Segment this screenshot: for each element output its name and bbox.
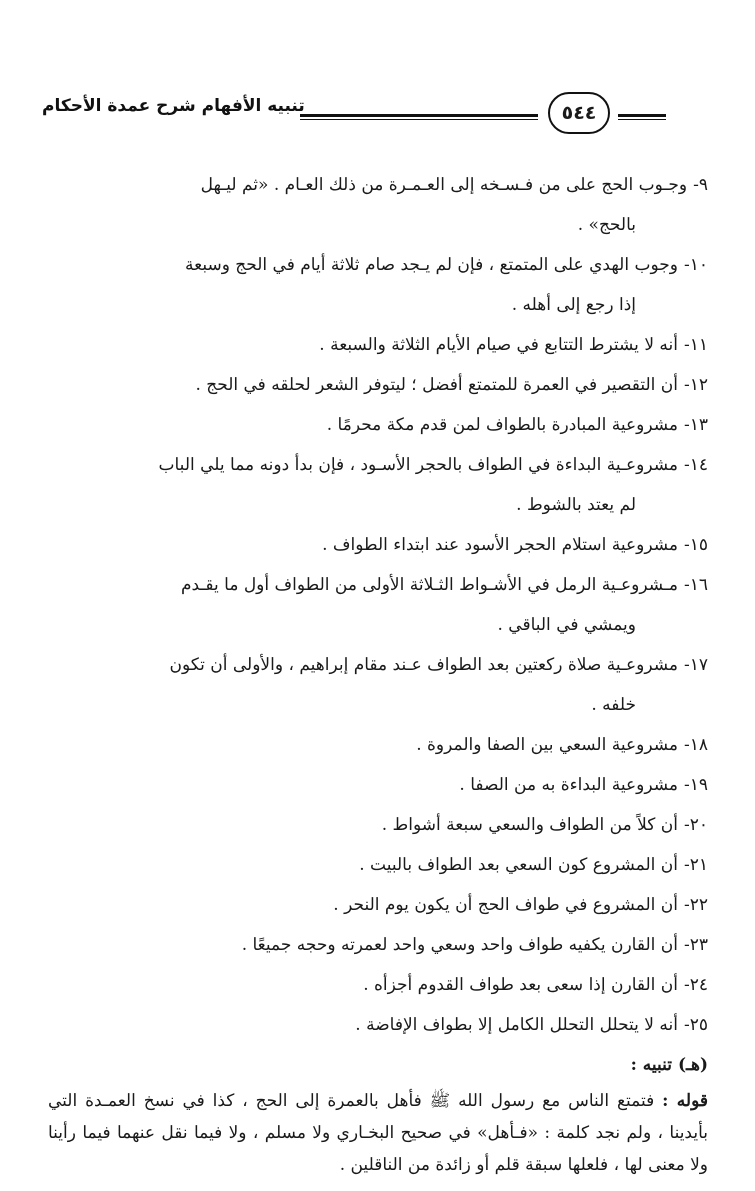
list-item-line xyxy=(48,445,708,485)
list-item-line xyxy=(48,165,708,205)
list-item-number: ١٣- xyxy=(683,415,708,435)
list-item-text: أن المشروع في طواف الحج أن يكون يوم النحر . xyxy=(333,895,678,915)
list-item-continuation: لم يعتد بالشوط . xyxy=(516,495,636,515)
list-item xyxy=(48,325,708,365)
list-item-number: ٢٥- xyxy=(683,1015,708,1035)
list-item-line xyxy=(48,885,708,925)
list-item-line xyxy=(48,725,708,765)
list-item-number: ١٩- xyxy=(683,775,708,795)
list-item-line xyxy=(48,805,708,845)
list-item-text: مشروعـية البداءة في الطواف بالحجر الأسـود ، فإن بدأ دونه مما يلي الباب xyxy=(158,455,678,475)
book-title: تنبيه الأفهام شرح عمدة الأحكام xyxy=(42,96,305,116)
section-heading: (هـ) تنبيه : xyxy=(630,1055,708,1075)
list-item xyxy=(48,405,708,445)
header-rule-thin xyxy=(300,119,538,120)
list-item-text: مشروعية المبادرة بالطواف لمن قدم مكة محرمًا . xyxy=(326,415,678,435)
list-item xyxy=(48,165,708,245)
list-item xyxy=(48,885,708,925)
list-item-text: مـشروعـية الرمل في الأشـواط الثـلاثة الأولى من الطواف أول ما يقـدم xyxy=(180,575,678,595)
list-item xyxy=(48,1005,708,1045)
list-item-number: ١٥- xyxy=(683,535,708,555)
note-text: فتمتع الناس مع رسول الله ﷺ فأهل بالعمرة إلى الحج ، كذا في نسخ العمـدة التي بأيدينا ، ولم نجد كلمة : «فـأهل» في صحيح البخـاري ولا مسلم ، ولا فيما نقل عنهما فيما رأينا ولا معنى لها ، فلعلها سبقة قلم أو زائدة من الناقلين . xyxy=(48,1091,708,1175)
list-item-number: ٢١- xyxy=(683,855,708,875)
list-item-text: أن القارن يكفيه طواف واحد وسعي واحد لعمرته وحجه جميعًا . xyxy=(241,935,678,955)
list-item-line xyxy=(48,525,708,565)
benefits-list xyxy=(48,165,708,1045)
list-item xyxy=(48,525,708,565)
list-item-continuation: خلفه . xyxy=(591,695,636,715)
list-item-number: ١٤- xyxy=(683,455,708,475)
list-item-line xyxy=(48,565,708,605)
list-item-text: مشروعية استلام الحجر الأسود عند ابتداء الطواف . xyxy=(322,535,678,555)
list-item xyxy=(48,965,708,1005)
list-item-line xyxy=(48,645,708,685)
list-item-continuation: إذا رجع إلى أهله . xyxy=(511,295,636,315)
list-item-line xyxy=(48,925,708,965)
list-item-number: ١٦- xyxy=(683,575,708,595)
list-item xyxy=(48,925,708,965)
list-item-number: ١٠- xyxy=(683,255,708,275)
header-rule-right-thin xyxy=(618,119,666,120)
list-item-number: ١٢- xyxy=(683,375,708,395)
list-item-number: ٢٢- xyxy=(683,895,708,915)
list-item-line xyxy=(48,845,708,885)
list-item-text: أنه لا يشترط التتابع في صيام الأيام الثلاثة والسبعة . xyxy=(319,335,678,355)
list-item-continuation: بالحج» . xyxy=(577,215,636,235)
list-item-line xyxy=(48,765,708,805)
header-rule-right xyxy=(618,114,666,117)
list-item-number: ١٨- xyxy=(683,735,708,755)
list-item xyxy=(48,725,708,765)
list-item-number: ١١- xyxy=(683,335,708,355)
list-item-number: ٢٠- xyxy=(683,815,708,835)
list-item-text: أنه لا يتحلل التحلل الكامل إلا بطواف الإفاضة . xyxy=(355,1015,678,1035)
list-item-line xyxy=(48,325,708,365)
list-item-line xyxy=(48,365,708,405)
list-item-text: أن التقصير في العمرة للمتمتع أفضل ؛ ليتوفر الشعر لحلقه في الحج . xyxy=(195,375,678,395)
list-item-text: مشروعـية صلاة ركعتين بعد الطواف عـند مقام إبراهيم ، والأولى أن تكون xyxy=(169,655,678,675)
list-item-number: ٢٣- xyxy=(683,935,708,955)
list-item xyxy=(48,845,708,885)
note-paragraph xyxy=(48,1085,708,1181)
list-item xyxy=(48,765,708,805)
list-item-line xyxy=(48,245,708,285)
list-item-number: ١٧- xyxy=(683,655,708,675)
list-item-line xyxy=(48,1005,708,1045)
list-item-number: ٢٤- xyxy=(683,975,708,995)
header-rule xyxy=(300,114,538,117)
list-item-text: أن القارن إذا سعى بعد طواف القدوم أجزأه . xyxy=(363,975,678,995)
note-lead: قوله : xyxy=(662,1091,708,1111)
list-item-text: أن كلاً من الطواف والسعي سبعة أشواط . xyxy=(381,815,678,835)
list-item-text: أن المشروع كون السعي بعد الطواف بالبيت . xyxy=(359,855,678,875)
list-item xyxy=(48,645,708,725)
list-item xyxy=(48,565,708,645)
list-item-continuation: ويمشي في الباقي . xyxy=(497,615,636,635)
list-item-text: مشروعية البداءة به من الصفا . xyxy=(459,775,678,795)
page-body xyxy=(48,165,708,1181)
list-item xyxy=(48,445,708,525)
running-header xyxy=(0,92,755,140)
list-item xyxy=(48,245,708,325)
list-item-line xyxy=(48,965,708,1005)
page-number: ٥٤٤ xyxy=(548,92,610,134)
list-item xyxy=(48,365,708,405)
list-item xyxy=(48,805,708,845)
list-item-text: وجـوب الحج على من فـسـخه إلى العـمـرة من ذلك العـام . «ثم ليـهل xyxy=(200,175,688,195)
list-item-line xyxy=(48,405,708,445)
list-item-text: مشروعية السعي بين الصفا والمروة . xyxy=(416,735,678,755)
list-item-text: وجوب الهدي على المتمتع ، فإن لم يـجد صام ثلاثة أيام في الحج وسبعة xyxy=(185,255,678,275)
list-item-number: ٩- xyxy=(693,175,708,195)
